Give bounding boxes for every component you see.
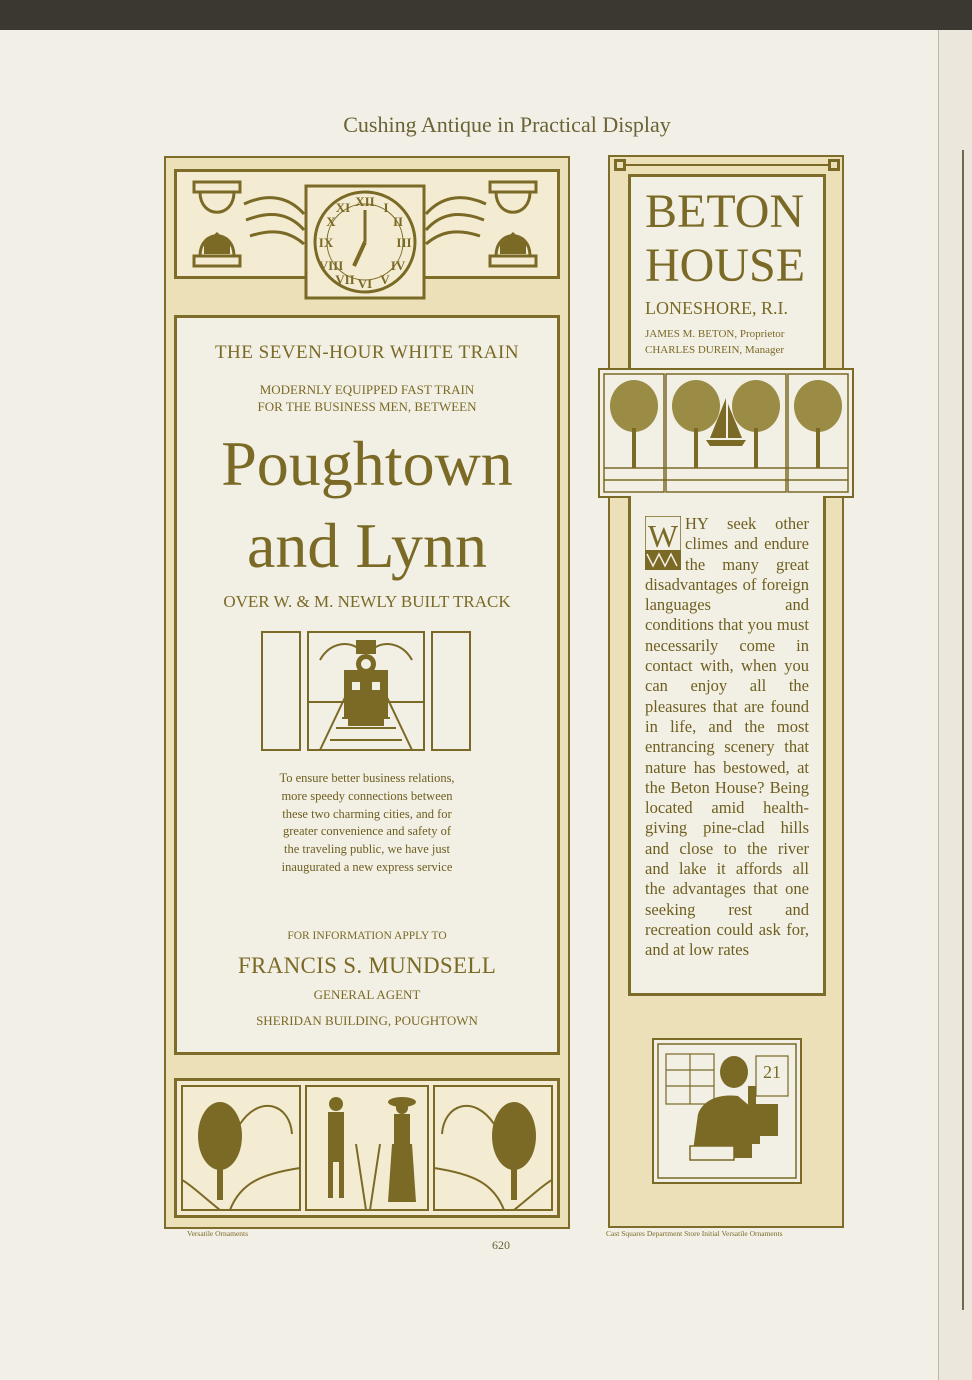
locomotive-illustration xyxy=(260,630,472,754)
hotel-description xyxy=(645,514,809,961)
train-headline: THE SEVEN-HOUR WHITE TRAIN xyxy=(214,342,520,363)
hotel-name-line-1: BETON xyxy=(645,185,805,238)
page-header: Cushing Antique in Practical Display xyxy=(343,112,671,137)
svg-text:V: V xyxy=(380,272,390,287)
hotel-location: LONESHORE, R.I. xyxy=(645,298,788,318)
drop-cap-initial xyxy=(645,516,681,570)
description-line: the traveling public, we have just xyxy=(284,842,450,857)
hotel-name-line-2: HOUSE xyxy=(645,239,806,292)
description-line: To ensure better business relations, xyxy=(279,771,455,785)
agent-title: GENERAL AGENT xyxy=(313,987,421,1002)
telephone-man-illustration xyxy=(652,1038,802,1184)
page-number: 620 xyxy=(492,1238,510,1252)
calendar-number: 21 xyxy=(763,1062,781,1082)
svg-text:XI: XI xyxy=(335,200,351,215)
left-ad-credit: Versatile Ornaments xyxy=(187,1229,249,1238)
svg-text:VII: VII xyxy=(335,272,355,287)
train-subline-2: FOR THE BUSINESS MEN, BETWEEN xyxy=(257,399,477,414)
city-name-line-1: Poughtown xyxy=(221,428,513,499)
hotel-body-text: HY seek other climes and endure the many great disadvantages of foreign languages and conditions that you must necessarily come in contact with, when you can enjoy all the pleasures that are found in life, and the most entrancing scenery that nature has bestowed, at the Beton House? Being located amid health-giving pine-clad hills and close to the river and lake it affords all the advantages that one seeking rest and recreation could ask for, and at low rates xyxy=(645,514,809,960)
svg-text:XII: XII xyxy=(355,194,375,209)
description-line: these two charming cities, and for xyxy=(282,806,452,821)
svg-text:IX: IX xyxy=(318,235,334,250)
adjacent-page-border xyxy=(962,150,972,1310)
countryside-couple-illustration xyxy=(180,1084,554,1212)
clock-hourglass-ornament xyxy=(180,174,554,302)
svg-text:II: II xyxy=(392,214,404,229)
agent-name: FRANCIS S. MUNDSELL xyxy=(237,953,497,978)
svg-text:VI: VI xyxy=(357,276,373,291)
proprietor-line: JAMES M. BETON, Proprietor xyxy=(645,328,785,340)
agent-address: SHERIDAN BUILDING, POUGHTOWN xyxy=(256,1013,478,1028)
train-subline-1: MODERNLY EQUIPPED FAST TRAIN xyxy=(259,382,475,397)
train-description xyxy=(174,770,560,877)
drop-cap-letter: W xyxy=(647,518,679,554)
info-label: FOR INFORMATION APPLY TO xyxy=(287,930,447,942)
city-name-line-2: and Lynn xyxy=(247,510,487,581)
corner-squares xyxy=(612,157,842,173)
svg-text:X: X xyxy=(326,214,336,229)
svg-text:VIII: VIII xyxy=(318,258,344,273)
description-line: greater convenience and safety of xyxy=(283,824,451,839)
svg-text:IV: IV xyxy=(390,258,406,273)
description-line: inaugurated a new express service xyxy=(281,859,453,874)
trees-sailboat-illustration xyxy=(598,368,854,498)
description-line: more speedy connections between xyxy=(281,788,453,803)
manager-line: CHARLES DUREIN, Manager xyxy=(645,344,785,356)
right-ad-credit: Cast Squares Department Store Initial Versatile Ornaments xyxy=(606,1229,783,1238)
svg-text:I: I xyxy=(383,200,389,215)
route-line: OVER W. & M. NEWLY BUILT TRACK xyxy=(223,592,511,611)
svg-text:III: III xyxy=(396,235,412,250)
